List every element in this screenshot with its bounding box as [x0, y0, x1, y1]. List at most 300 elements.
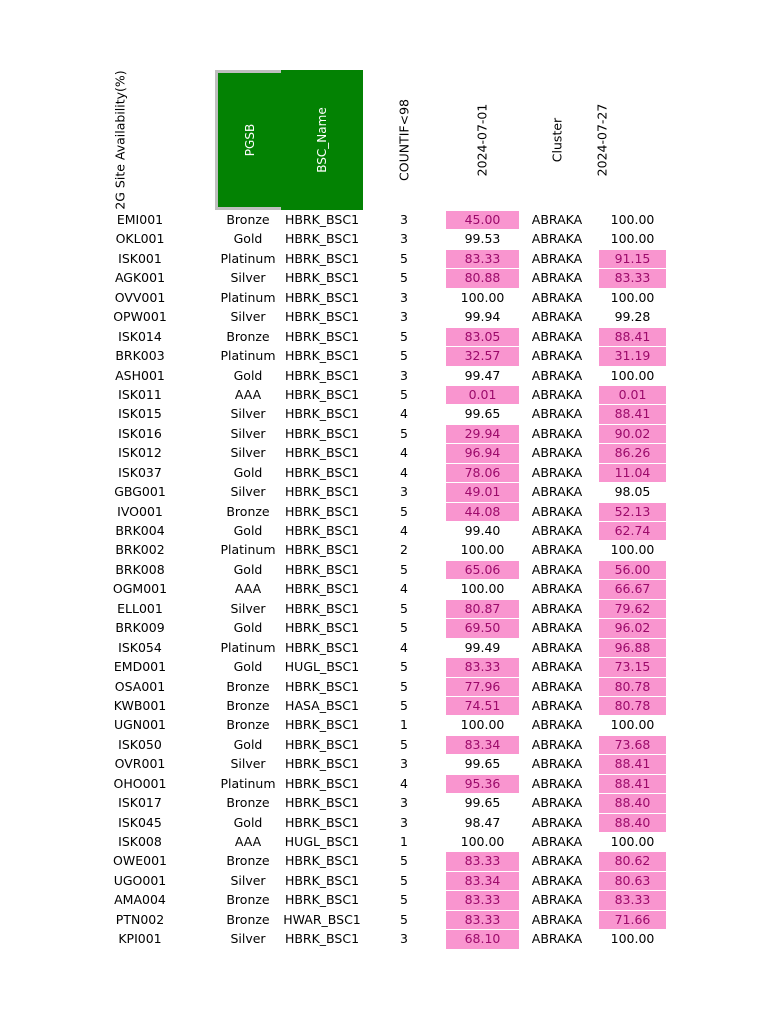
bsc-name-cell[interactable]: [281, 385, 363, 404]
pgsb-cell[interactable]: [215, 910, 281, 929]
countif-cell[interactable]: [388, 521, 420, 540]
pgsb-cell[interactable]: [215, 696, 281, 715]
cluster-cell[interactable]: [527, 910, 587, 929]
date-2-value-cell[interactable]: [599, 599, 666, 618]
date-2-value-cell[interactable]: [599, 288, 666, 307]
cluster-cell[interactable]: [527, 735, 587, 754]
bsc-name-cell[interactable]: [281, 268, 363, 287]
cluster-cell[interactable]: [527, 754, 587, 773]
date-1-value-cell[interactable]: [446, 463, 519, 482]
date-2-value-cell[interactable]: [599, 307, 666, 326]
countif-cell[interactable]: [388, 424, 420, 443]
pgsb-cell[interactable]: [215, 404, 281, 423]
date-1-value-cell[interactable]: [446, 404, 519, 423]
bsc-name-cell[interactable]: [281, 210, 363, 229]
date-2-value-cell[interactable]: [599, 735, 666, 754]
bsc-name-cell-text: HBRK_BSC1: [284, 775, 360, 791]
countif-cell[interactable]: [388, 638, 420, 657]
site-cell[interactable]: [100, 793, 180, 812]
site-cell[interactable]: [100, 327, 180, 346]
site-cell[interactable]: [100, 715, 180, 734]
cluster-cell[interactable]: [527, 521, 587, 540]
date-1-value-cell[interactable]: [446, 793, 519, 812]
date-2-value-cell[interactable]: [599, 463, 666, 482]
site-cell[interactable]: [100, 366, 180, 385]
cluster-cell[interactable]: [527, 618, 587, 637]
date-1-value-cell[interactable]: [446, 366, 519, 385]
date-1-value-cell[interactable]: [446, 677, 519, 696]
cluster-cell[interactable]: [527, 696, 587, 715]
site-cell[interactable]: [100, 482, 180, 501]
site-cell[interactable]: [100, 579, 180, 598]
bsc-name-cell[interactable]: [281, 677, 363, 696]
pgsb-cell[interactable]: [215, 288, 281, 307]
bsc-name-cell[interactable]: [281, 793, 363, 812]
cluster-cell[interactable]: [527, 327, 587, 346]
countif-cell[interactable]: [388, 774, 420, 793]
date-1-value-cell[interactable]: [446, 735, 519, 754]
countif-cell[interactable]: [388, 327, 420, 346]
cluster-cell[interactable]: [527, 832, 587, 851]
date-1-value-cell[interactable]: [446, 638, 519, 657]
pgsb-cell[interactable]: [215, 579, 281, 598]
cluster-cell[interactable]: [527, 424, 587, 443]
pgsb-cell[interactable]: [215, 813, 281, 832]
bsc-name-cell[interactable]: [281, 288, 363, 307]
date-2-value-cell[interactable]: [599, 657, 666, 676]
bsc-name-cell[interactable]: [281, 890, 363, 909]
date-2-value-cell[interactable]: [599, 229, 666, 248]
table-row: [0, 890, 768, 909]
date-1-value-cell[interactable]: [446, 327, 519, 346]
pgsb-cell[interactable]: [215, 890, 281, 909]
countif-cell[interactable]: [388, 268, 420, 287]
countif-cell[interactable]: [388, 851, 420, 870]
pgsb-cell[interactable]: [215, 929, 281, 948]
site-cell[interactable]: [100, 657, 180, 676]
countif-cell[interactable]: [388, 482, 420, 501]
countif-cell[interactable]: [388, 288, 420, 307]
bsc-name-cell[interactable]: [281, 599, 363, 618]
pgsb-cell[interactable]: [215, 754, 281, 773]
countif-cell[interactable]: [388, 404, 420, 423]
pgsb-cell[interactable]: [215, 657, 281, 676]
site-cell-text: ISK001: [118, 250, 162, 266]
pgsb-cell[interactable]: [215, 463, 281, 482]
bsc-name-cell[interactable]: [281, 774, 363, 793]
cluster-cell[interactable]: [527, 871, 587, 890]
bsc-name-cell[interactable]: [281, 482, 363, 501]
date-2-value-cell[interactable]: [599, 268, 666, 287]
countif-cell[interactable]: [388, 793, 420, 812]
pgsb-cell[interactable]: [215, 832, 281, 851]
date-2-value-cell[interactable]: [599, 871, 666, 890]
site-cell[interactable]: [100, 540, 180, 559]
site-cell[interactable]: [100, 560, 180, 579]
bsc-name-cell[interactable]: [281, 735, 363, 754]
site-cell-text: ISK014: [118, 328, 162, 344]
table-row: [0, 210, 768, 229]
bsc-name-cell[interactable]: [281, 851, 363, 870]
countif-cell[interactable]: [388, 579, 420, 598]
countif-cell[interactable]: [388, 677, 420, 696]
countif-cell[interactable]: [388, 929, 420, 948]
cluster-cell[interactable]: [527, 229, 587, 248]
date-2-value-cell[interactable]: [599, 404, 666, 423]
bsc-name-cell[interactable]: [281, 249, 363, 268]
date-1-value-cell[interactable]: [446, 910, 519, 929]
date-2-value-cell[interactable]: [599, 443, 666, 462]
site-cell[interactable]: [100, 851, 180, 870]
countif-cell[interactable]: [388, 210, 420, 229]
date-1-value-cell[interactable]: [446, 385, 519, 404]
cluster-cell[interactable]: [527, 677, 587, 696]
bsc-name-cell[interactable]: [281, 443, 363, 462]
cluster-cell[interactable]: [527, 366, 587, 385]
date-1-value-cell[interactable]: [446, 599, 519, 618]
date-1-value-cell-text: 0.01: [468, 386, 497, 402]
cluster-cell[interactable]: [527, 813, 587, 832]
countif-cell[interactable]: [388, 229, 420, 248]
date-2-value-cell[interactable]: [599, 210, 666, 229]
date-2-value-cell[interactable]: [599, 774, 666, 793]
bsc-name-cell[interactable]: [281, 929, 363, 948]
countif-cell[interactable]: [388, 715, 420, 734]
pgsb-cell-text: Gold: [233, 231, 263, 247]
pgsb-cell[interactable]: [215, 618, 281, 637]
site-cell[interactable]: [100, 754, 180, 773]
pgsb-cell[interactable]: [215, 638, 281, 657]
date-1-value-cell-text: 29.94: [464, 425, 501, 441]
site-cell[interactable]: [100, 696, 180, 715]
countif-cell[interactable]: [388, 890, 420, 909]
bsc-name-cell[interactable]: [281, 560, 363, 579]
site-cell-text: ISK012: [118, 445, 162, 461]
pgsb-cell[interactable]: [215, 346, 281, 365]
site-cell-text: OVV001: [114, 289, 166, 305]
date-2-value-cell[interactable]: [599, 540, 666, 559]
bsc-name-cell[interactable]: [281, 346, 363, 365]
date-2-value-cell[interactable]: [599, 832, 666, 851]
date-2-value-cell[interactable]: [599, 813, 666, 832]
site-cell[interactable]: [100, 813, 180, 832]
date-2-value-cell[interactable]: [599, 385, 666, 404]
pgsb-cell[interactable]: [215, 210, 281, 229]
pgsb-cell[interactable]: [215, 560, 281, 579]
bsc-name-cell[interactable]: [281, 366, 363, 385]
site-cell[interactable]: [100, 929, 180, 948]
countif-cell[interactable]: [388, 540, 420, 559]
site-cell[interactable]: [100, 599, 180, 618]
site-cell[interactable]: [100, 463, 180, 482]
date-2-value-cell[interactable]: [599, 754, 666, 773]
date-2-value-cell-text: 73.15: [614, 659, 651, 675]
countif-cell[interactable]: [388, 735, 420, 754]
header-bsc-name: [281, 70, 363, 210]
date-1-value-cell[interactable]: [446, 696, 519, 715]
bsc-name-cell[interactable]: [281, 618, 363, 637]
cluster-cell[interactable]: [527, 560, 587, 579]
date-1-value-cell[interactable]: [446, 851, 519, 870]
bsc-name-cell[interactable]: [281, 871, 363, 890]
pgsb-cell[interactable]: [215, 502, 281, 521]
cluster-cell[interactable]: [527, 288, 587, 307]
site-cell[interactable]: [100, 443, 180, 462]
countif-cell-text: 4: [400, 445, 408, 461]
site-cell[interactable]: [100, 346, 180, 365]
header-date-1: [462, 70, 502, 210]
date-2-value-cell[interactable]: [599, 366, 666, 385]
date-1-value-cell[interactable]: [446, 774, 519, 793]
countif-cell[interactable]: [388, 443, 420, 462]
cluster-cell[interactable]: [527, 657, 587, 676]
date-1-value-cell[interactable]: [446, 871, 519, 890]
date-1-value-cell[interactable]: [446, 346, 519, 365]
date-2-value-cell[interactable]: [599, 579, 666, 598]
date-1-value-cell-text: 100.00: [460, 542, 505, 558]
countif-cell[interactable]: [388, 754, 420, 773]
site-cell[interactable]: [100, 677, 180, 696]
date-2-value-cell[interactable]: [599, 793, 666, 812]
pgsb-cell[interactable]: [215, 482, 281, 501]
pgsb-cell[interactable]: [215, 366, 281, 385]
countif-cell[interactable]: [388, 307, 420, 326]
site-cell[interactable]: [100, 502, 180, 521]
date-2-value-cell[interactable]: [599, 346, 666, 365]
date-2-value-cell[interactable]: [599, 929, 666, 948]
cluster-cell[interactable]: [527, 346, 587, 365]
date-1-value-cell-text: 83.33: [464, 911, 501, 927]
date-1-value-cell-text: 100.00: [460, 717, 505, 733]
date-2-value-cell[interactable]: [599, 327, 666, 346]
cluster-cell-text: ABRAKA: [531, 620, 583, 636]
countif-cell[interactable]: [388, 502, 420, 521]
bsc-name-cell-text: HBRK_BSC1: [284, 639, 360, 655]
bsc-name-cell[interactable]: [281, 502, 363, 521]
bsc-name-cell[interactable]: [281, 754, 363, 773]
date-1-value-cell[interactable]: [446, 929, 519, 948]
date-1-value-cell[interactable]: [446, 288, 519, 307]
date-1-value-cell[interactable]: [446, 482, 519, 501]
date-1-value-cell[interactable]: [446, 754, 519, 773]
date-1-value-cell[interactable]: [446, 443, 519, 462]
pgsb-cell[interactable]: [215, 424, 281, 443]
cluster-cell[interactable]: [527, 638, 587, 657]
date-1-value-cell-text: 49.01: [464, 484, 501, 500]
pgsb-cell[interactable]: [215, 735, 281, 754]
countif-cell-text: 4: [400, 639, 408, 655]
cluster-cell[interactable]: [527, 579, 587, 598]
date-1-value-cell[interactable]: [446, 229, 519, 248]
date-2-value-cell[interactable]: [599, 521, 666, 540]
pgsb-cell[interactable]: [215, 327, 281, 346]
date-1-value-cell[interactable]: [446, 813, 519, 832]
site-cell[interactable]: [100, 229, 180, 248]
cluster-cell[interactable]: [527, 210, 587, 229]
site-cell-text: UGO001: [113, 872, 167, 888]
pgsb-cell[interactable]: [215, 851, 281, 870]
date-1-value-cell[interactable]: [446, 579, 519, 598]
cluster-cell[interactable]: [527, 890, 587, 909]
date-1-value-cell-text: 99.47: [464, 367, 501, 383]
bsc-name-cell[interactable]: [281, 229, 363, 248]
date-2-value-cell[interactable]: [599, 851, 666, 870]
countif-cell[interactable]: [388, 599, 420, 618]
cluster-cell-text: ABRAKA: [531, 250, 583, 266]
cluster-cell[interactable]: [527, 463, 587, 482]
pgsb-cell[interactable]: [215, 268, 281, 287]
pgsb-cell[interactable]: [215, 540, 281, 559]
bsc-name-cell[interactable]: [281, 832, 363, 851]
countif-cell[interactable]: [388, 249, 420, 268]
site-cell[interactable]: [100, 890, 180, 909]
pgsb-cell-text: Gold: [233, 620, 263, 636]
cluster-cell[interactable]: [527, 929, 587, 948]
site-cell[interactable]: [100, 774, 180, 793]
date-1-value-cell-text: 99.65: [464, 795, 501, 811]
pgsb-cell[interactable]: [215, 443, 281, 462]
bsc-name-cell[interactable]: [281, 715, 363, 734]
site-cell[interactable]: [100, 424, 180, 443]
cluster-cell[interactable]: [527, 774, 587, 793]
pgsb-cell[interactable]: [215, 774, 281, 793]
table-row: [0, 793, 768, 812]
cluster-cell[interactable]: [527, 715, 587, 734]
table-row: [0, 560, 768, 579]
countif-cell[interactable]: [388, 366, 420, 385]
date-2-value-cell[interactable]: [599, 715, 666, 734]
date-1-value-cell[interactable]: [446, 502, 519, 521]
pgsb-cell[interactable]: [215, 715, 281, 734]
table-row: [0, 677, 768, 696]
date-1-value-cell[interactable]: [446, 715, 519, 734]
site-cell[interactable]: [100, 210, 180, 229]
date-1-value-cell[interactable]: [446, 618, 519, 637]
cluster-cell[interactable]: [527, 793, 587, 812]
pgsb-cell[interactable]: [215, 871, 281, 890]
date-2-value-cell[interactable]: [599, 890, 666, 909]
bsc-name-cell[interactable]: [281, 404, 363, 423]
site-cell[interactable]: [100, 404, 180, 423]
date-2-value-cell[interactable]: [599, 424, 666, 443]
bsc-name-cell[interactable]: [281, 540, 363, 559]
date-1-value-cell[interactable]: [446, 424, 519, 443]
bsc-name-cell[interactable]: [281, 638, 363, 657]
date-2-value-cell[interactable]: [599, 482, 666, 501]
countif-cell[interactable]: [388, 813, 420, 832]
cluster-cell[interactable]: [527, 404, 587, 423]
date-1-value-cell[interactable]: [446, 268, 519, 287]
cluster-cell[interactable]: [527, 268, 587, 287]
date-1-value-cell[interactable]: [446, 560, 519, 579]
date-1-value-cell[interactable]: [446, 890, 519, 909]
date-2-value-cell[interactable]: [599, 502, 666, 521]
bsc-name-cell[interactable]: [281, 813, 363, 832]
date-1-value-cell[interactable]: [446, 249, 519, 268]
bsc-name-cell[interactable]: [281, 579, 363, 598]
countif-cell[interactable]: [388, 696, 420, 715]
bsc-name-cell[interactable]: [281, 910, 363, 929]
date-2-value-cell[interactable]: [599, 696, 666, 715]
date-2-value-cell[interactable]: [599, 677, 666, 696]
pgsb-cell[interactable]: [215, 677, 281, 696]
cluster-cell[interactable]: [527, 540, 587, 559]
bsc-name-cell[interactable]: [281, 307, 363, 326]
countif-cell[interactable]: [388, 560, 420, 579]
date-2-value-cell[interactable]: [599, 249, 666, 268]
date-1-value-cell[interactable]: [446, 307, 519, 326]
pgsb-cell[interactable]: [215, 307, 281, 326]
countif-cell[interactable]: [388, 910, 420, 929]
site-cell[interactable]: [100, 871, 180, 890]
site-cell[interactable]: [100, 735, 180, 754]
pgsb-cell-text: Bronze: [226, 212, 270, 227]
countif-cell[interactable]: [388, 463, 420, 482]
bsc-name-cell-text: HBRK_BSC1: [284, 348, 360, 364]
pgsb-cell[interactable]: [215, 599, 281, 618]
site-cell[interactable]: [100, 268, 180, 287]
date-1-value-cell[interactable]: [446, 521, 519, 540]
site-cell-text: ISK016: [118, 425, 162, 441]
cluster-cell[interactable]: [527, 599, 587, 618]
site-cell[interactable]: [100, 638, 180, 657]
cluster-cell[interactable]: [527, 502, 587, 521]
date-2-value-cell[interactable]: [599, 638, 666, 657]
date-1-value-cell[interactable]: [446, 540, 519, 559]
pgsb-cell[interactable]: [215, 229, 281, 248]
cluster-cell[interactable]: [527, 443, 587, 462]
bsc-name-cell[interactable]: [281, 696, 363, 715]
date-2-value-cell[interactable]: [599, 910, 666, 929]
cluster-cell[interactable]: [527, 385, 587, 404]
date-2-value-cell[interactable]: [599, 618, 666, 637]
pgsb-cell[interactable]: [215, 521, 281, 540]
bsc-name-cell[interactable]: [281, 521, 363, 540]
site-cell[interactable]: [100, 288, 180, 307]
cluster-cell[interactable]: [527, 851, 587, 870]
bsc-name-cell[interactable]: [281, 463, 363, 482]
site-cell[interactable]: [100, 618, 180, 637]
pgsb-cell[interactable]: [215, 385, 281, 404]
countif-cell[interactable]: [388, 385, 420, 404]
site-cell[interactable]: [100, 832, 180, 851]
cluster-cell[interactable]: [527, 482, 587, 501]
site-cell[interactable]: [100, 249, 180, 268]
countif-cell[interactable]: [388, 346, 420, 365]
date-1-value-cell[interactable]: [446, 210, 519, 229]
date-1-value-cell[interactable]: [446, 657, 519, 676]
cluster-cell[interactable]: [527, 307, 587, 326]
site-cell[interactable]: [100, 307, 180, 326]
bsc-name-cell[interactable]: [281, 424, 363, 443]
site-cell[interactable]: [100, 385, 180, 404]
date-1-value-cell-text: 74.51: [464, 697, 501, 713]
pgsb-cell[interactable]: [215, 249, 281, 268]
countif-cell[interactable]: [388, 657, 420, 676]
date-2-value-cell[interactable]: [599, 560, 666, 579]
pgsb-cell-text: Silver: [230, 756, 266, 772]
countif-cell[interactable]: [388, 832, 420, 851]
pgsb-cell[interactable]: [215, 793, 281, 812]
bsc-name-cell[interactable]: [281, 657, 363, 676]
bsc-name-cell[interactable]: [281, 327, 363, 346]
countif-cell[interactable]: [388, 871, 420, 890]
site-cell[interactable]: [100, 910, 180, 929]
countif-cell[interactable]: [388, 618, 420, 637]
site-cell[interactable]: [100, 521, 180, 540]
date-1-value-cell[interactable]: [446, 832, 519, 851]
cluster-cell[interactable]: [527, 249, 587, 268]
